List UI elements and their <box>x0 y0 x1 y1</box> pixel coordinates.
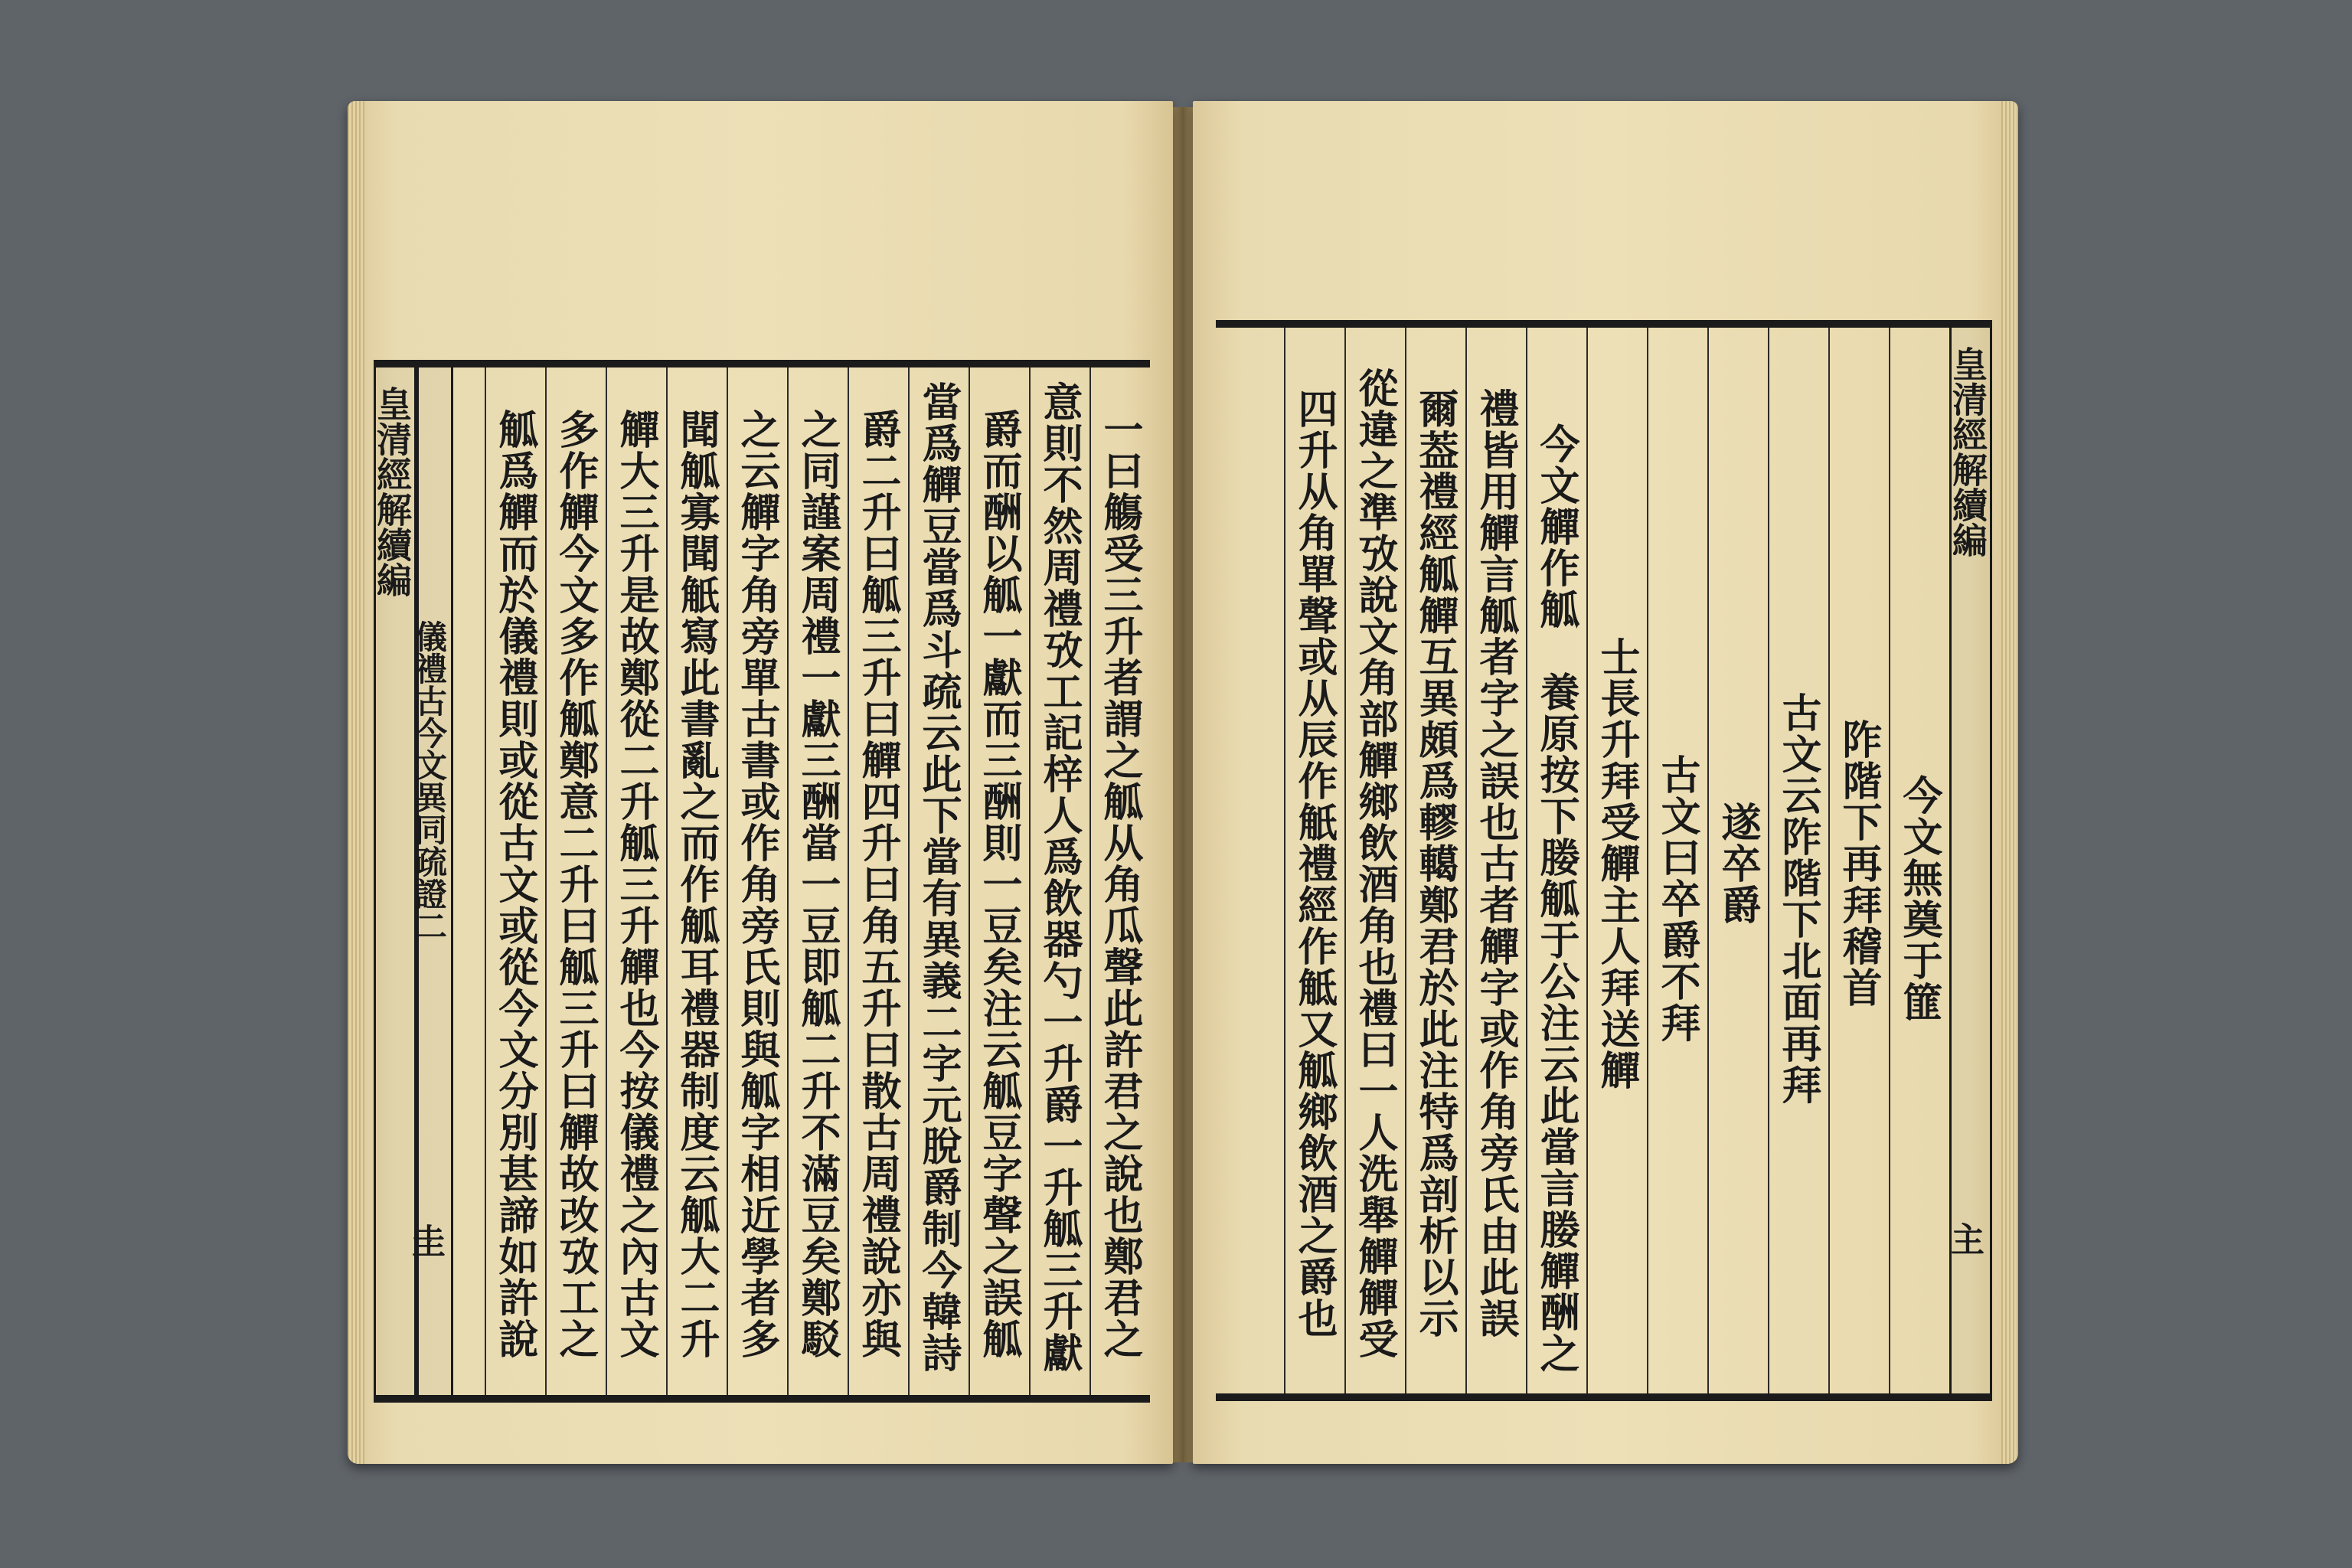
right-text-column <box>1828 328 1889 1393</box>
left-column-text: 觶大三升是故鄭從二升觚三升觶也今按儀禮之內古文 <box>612 409 659 1360</box>
right-column-text: 阼階下再拜稽首 <box>1835 719 1882 1008</box>
left-column-text: 爵而酬以觚一獻而三酬則一豆矣注云觚豆字聲之誤觚 <box>975 409 1022 1360</box>
open-book <box>337 92 2029 1478</box>
right-column-text: 四升从角單聲或从辰作觗禮經作觝又觚鄉飲酒之爵也 <box>1291 388 1338 1339</box>
left-column-text: 意則不然周禮攷工記梓人爲飲器勺一升爵一升觚三升獻 <box>1036 381 1083 1374</box>
left-column-text: 多作觶今文多作觚鄭意二升曰觚三升曰觶故改攷工之 <box>552 409 599 1360</box>
right-margin-title: 皇清經解續編 <box>1947 346 1988 557</box>
left-page <box>348 101 1173 1464</box>
right-text-column <box>1768 328 1828 1393</box>
right-column-text: 遂卒爵 <box>1714 802 1761 926</box>
right-text-column <box>1526 328 1586 1393</box>
book-gutter <box>1171 107 1194 1462</box>
right-column-text: 今文無奠于篚 <box>1896 775 1942 1023</box>
left-text-column <box>1029 368 1089 1395</box>
right-column-text: 古文云阼階下北面再拜 <box>1775 692 1821 1106</box>
right-page-number: 主 <box>1945 1222 1984 1256</box>
right-text-column <box>1344 328 1405 1393</box>
left-column-text: 聞觚寡聞觗寫此書亂之而作觚耳禮器制度云觚大二升 <box>673 409 720 1360</box>
right-text-column <box>1405 328 1465 1393</box>
right-column-text: 爾葢禮經觚觶互異頗爲轇轕鄭君於此注特爲剖析以示 <box>1412 388 1459 1339</box>
left-column-text: 之同謹案周禮一獻三酬當一豆即觚二升不滿豆矣鄭駁 <box>794 409 841 1360</box>
left-text-column <box>485 368 545 1395</box>
left-column-text: 爵二升曰觚三升曰觶四升曰角五升曰散古周禮說亦與 <box>854 409 901 1360</box>
left-text-frame <box>371 360 1150 1403</box>
left-text-column <box>969 368 1029 1395</box>
right-columns <box>1216 328 1992 1393</box>
left-column-text: 一曰觴受三升者謂之觚从角瓜聲此許君之說也鄭君之 <box>1096 409 1143 1360</box>
right-column-text: 今文觶作觚 養原按下媵觚于公注云此當言媵觶酬之 <box>1533 423 1579 1374</box>
right-page <box>1193 101 2018 1464</box>
left-text-column <box>727 368 787 1395</box>
left-text-column <box>1089 368 1150 1395</box>
right-page-edge <box>2001 101 2018 1464</box>
right-column-text: 士長升拜受觶主人拜送觶 <box>1593 636 1640 1091</box>
left-page-number: 圭 <box>406 1223 445 1257</box>
right-text-column <box>1586 328 1647 1393</box>
right-column-text: 禮皆用觶言觚者字之誤也古者觶字或作角旁氏由此誤 <box>1472 388 1519 1339</box>
right-margin-column <box>1945 328 1992 1393</box>
left-text-column <box>606 368 666 1395</box>
left-text-column <box>848 368 908 1395</box>
left-page-edge <box>348 101 364 1464</box>
left-column-text: 當爲觶豆當爲斗疏云此下當有異義二字元脫爵制今韓詩 <box>915 381 962 1374</box>
right-text-column <box>1465 328 1526 1393</box>
right-text-frame <box>1216 320 1992 1401</box>
left-text-column <box>545 368 606 1395</box>
left-column-text: 觚爲觶而於儀禮則或從古文或從今文分別甚諦如許說 <box>492 409 538 1360</box>
right-text-column <box>1284 328 1344 1393</box>
left-text-column <box>787 368 848 1395</box>
left-margin-title: 皇清經解續編 <box>371 386 413 597</box>
left-columns <box>371 368 1150 1395</box>
left-margin-subtitle: 儀禮古今文異同疏證二 <box>410 620 448 942</box>
left-text-column <box>666 368 727 1395</box>
right-text-column <box>1889 328 1949 1393</box>
left-text-column <box>908 368 969 1395</box>
left-margin-subtitle-column <box>406 368 453 1395</box>
right-column-text: 從違之準攷說文角部觶鄉飲酒角也禮曰一人洗舉觶觶受 <box>1351 368 1398 1360</box>
right-text-column <box>1647 328 1707 1393</box>
right-column-text: 古文曰卒爵不拜 <box>1654 754 1700 1044</box>
left-column-text: 之云觶字角旁單古書或作角旁氏則與觚字相近學者多 <box>733 409 780 1360</box>
right-text-column <box>1707 328 1768 1393</box>
